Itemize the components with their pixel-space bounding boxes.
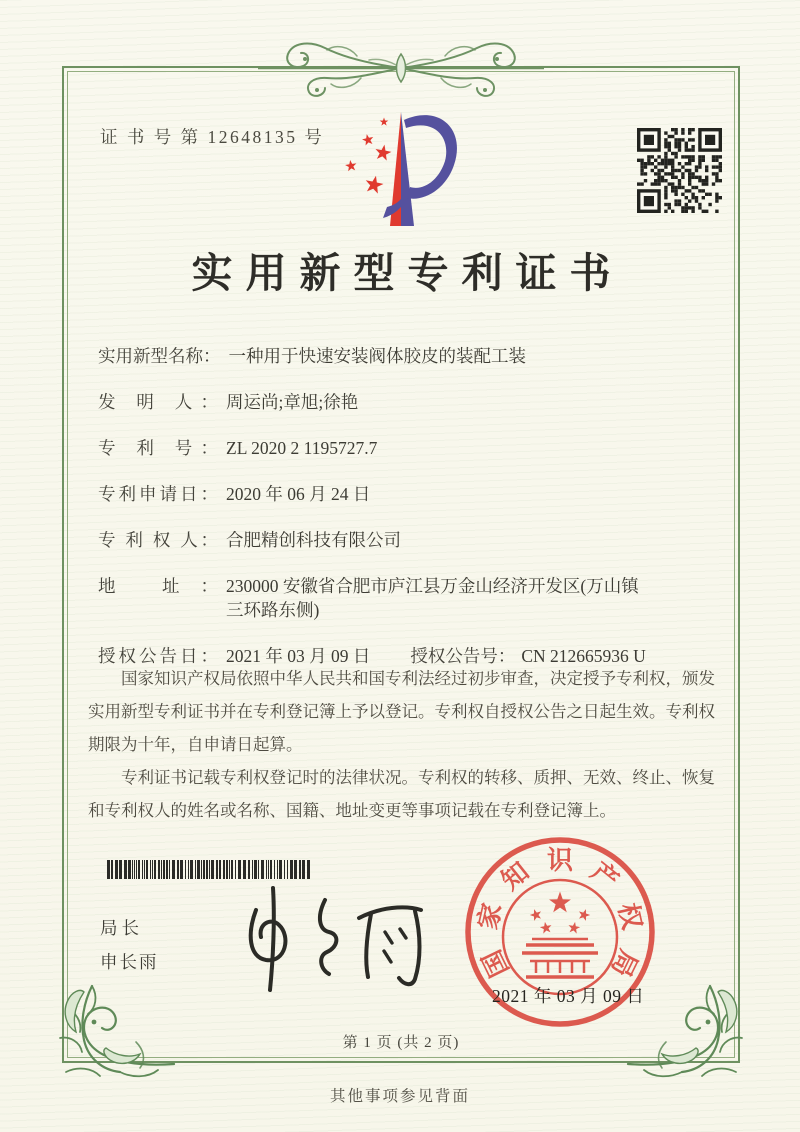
svg-text:产: 产 <box>585 856 624 896</box>
handwritten-signature-image <box>228 880 428 995</box>
certificate-fields <box>98 344 654 690</box>
legal-paragraph-1: 国家知识产权局依照中华人民共和国专利法经过初步审查，决定授予专利权，颁发实用新型专利证书并在专利登记簿上予以登记。专利权自授权公告之日起生效。专利权期限为十年，自申请日起算。 <box>88 669 715 754</box>
footer-note: 其他事项参见背面 <box>329 1088 470 1105</box>
field-patent-number <box>98 436 654 460</box>
field-label: 专 利 权 人： <box>98 530 218 550</box>
svg-text:识: 识 <box>546 846 574 875</box>
commissioner-name: 申长雨 <box>100 952 159 972</box>
field-value: ZL 2020 2 1195727.7 <box>226 438 378 458</box>
svg-text:家: 家 <box>473 900 508 933</box>
cnipa-patent-logo-icon <box>338 108 470 230</box>
field-value: CN 212665936 U <box>521 646 646 666</box>
field-filing-date <box>98 482 654 506</box>
certificate-number: 证 书 号 第 12648135 号 <box>100 127 325 147</box>
field-label: 实用新型名称： <box>98 346 221 366</box>
svg-text:局: 局 <box>605 945 643 982</box>
certificate-title: 实用新型专利证书 <box>191 250 624 296</box>
field-patentee <box>98 528 654 552</box>
svg-text:知: 知 <box>496 856 535 896</box>
field-value: 合肥精创科技有限公司 <box>226 530 401 550</box>
legal-paragraph-2: 专利证书记载专利权登记时的法律状况。专利权的转移、质押、无效、终止、恢复和专利权人的姓名或名称、国籍、地址变更等事项记载在专利登记簿上。 <box>88 768 715 820</box>
field-utility-model-name <box>98 344 654 368</box>
field-label: 授权公告日： <box>98 646 218 666</box>
barcode <box>107 860 313 879</box>
field-value: 2020 年 06 月 24 日 <box>226 484 371 504</box>
field-address <box>98 574 654 622</box>
field-label: 专 利 号： <box>98 438 218 458</box>
svg-text:权: 权 <box>612 900 647 933</box>
field-label: 发 明 人： <box>98 392 218 412</box>
field-label: 地 址： <box>98 576 218 596</box>
field-label: 专利申请日： <box>98 484 218 504</box>
svg-text:国: 国 <box>477 945 515 982</box>
field-value: 2021 年 03 月 09 日 <box>226 646 371 666</box>
page-number: 第 1 页 (共 2 页) <box>342 1035 460 1051</box>
field-value: 230000 安徽省合肥市庐江县万金山经济开发区(万山镇三环路东侧) <box>226 576 639 620</box>
field-label: 授权公告号： <box>410 646 516 666</box>
field-value: 一种用于快速安装阀体胶皮的装配工装 <box>228 346 526 366</box>
commissioner-title: 局长 <box>100 918 143 938</box>
legal-text <box>88 662 716 827</box>
field-inventor <box>98 390 654 414</box>
seal-date: 2021 年 03 月 09 日 <box>492 986 645 1006</box>
qr-code <box>637 128 722 213</box>
field-value: 周运尚;章旭;徐艳 <box>226 392 359 412</box>
